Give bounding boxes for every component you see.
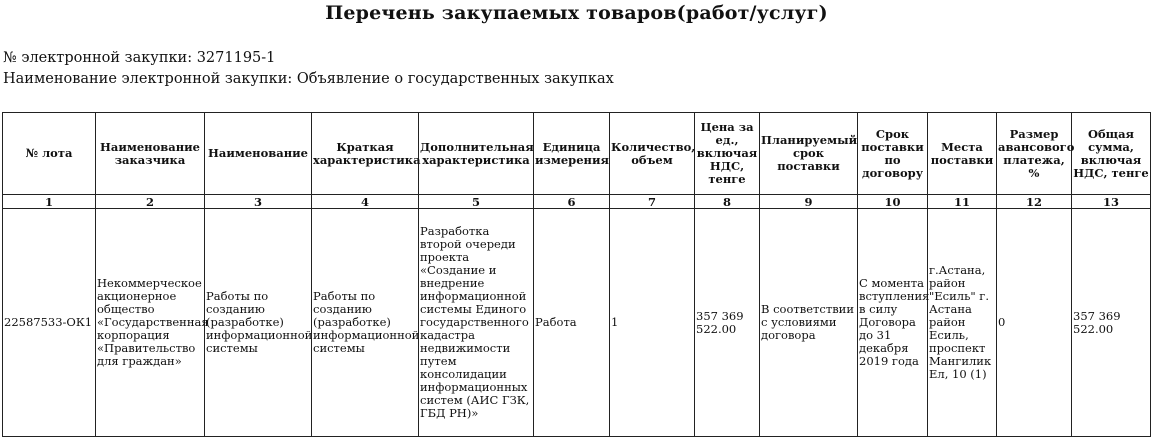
column-number: 1 <box>3 195 96 209</box>
header-lot-number: № лота <box>3 113 96 195</box>
cell-quantity: 1 <box>610 209 695 437</box>
column-number: 9 <box>760 195 858 209</box>
column-number: 8 <box>695 195 760 209</box>
purchase-name: Наименование электронной закупки: Объявление о государственных закупках <box>3 71 614 87</box>
column-number: 7 <box>610 195 695 209</box>
header-delivery-place: Места поставки <box>928 113 997 195</box>
column-number: 12 <box>997 195 1072 209</box>
cell-name: Работы по созданию (разработке) информационной системы <box>205 209 312 437</box>
document-title: Перечень закупаемых товаров(работ/услуг) <box>325 2 828 24</box>
column-number: 3 <box>205 195 312 209</box>
cell-customer: Некоммерческое акционерное общество «Государственная корпорация «Правительство для граждан» <box>96 209 205 437</box>
cell-total-amount: 357 369 522.00 <box>1072 209 1151 437</box>
table-row <box>3 209 1151 437</box>
header-additional-description: Дополнительная характеристика <box>419 113 534 195</box>
lots-table <box>2 112 1151 437</box>
cell-planned-delivery: В соответствии с условиями договора <box>760 209 858 437</box>
header-quantity: Количество, объем <box>610 113 695 195</box>
column-number: 11 <box>928 195 997 209</box>
cell-unit: Работа <box>534 209 610 437</box>
header-contract-delivery: Срок поставки по договору <box>858 113 928 195</box>
cell-additional-description: Разработка второй очереди проекта «Создание и внедрение информационной системы Единого государственного кадастра недвижимости путем консолидации информационных систем (АИС ГЗК, ГБД РН)» <box>419 209 534 437</box>
purchase-number: № электронной закупки: 3271195-1 <box>3 50 276 66</box>
header-planned-delivery: Планируемый срок поставки <box>760 113 858 195</box>
header-unit-price: Цена за ед., включая НДС, тенге <box>695 113 760 195</box>
header-name: Наименование <box>205 113 312 195</box>
column-number: 13 <box>1072 195 1151 209</box>
column-number: 2 <box>96 195 205 209</box>
cell-contract-delivery: С момента вступления в силу Договора до 31 декабря 2019 года <box>858 209 928 437</box>
header-total-amount: Общая сумма, включая НДС, тенге <box>1072 113 1151 195</box>
header-customer: Наименование заказчика <box>96 113 205 195</box>
cell-delivery-place: г.Астана, район "Есиль" г. Астана район Есиль, проспект Мангилик Ел, 10 (1) <box>928 209 997 437</box>
column-number: 4 <box>312 195 419 209</box>
column-number: 6 <box>534 195 610 209</box>
header-unit: Единица измерения <box>534 113 610 195</box>
cell-short-description: Работы по созданию (разработке) информационной системы <box>312 209 419 437</box>
column-number: 10 <box>858 195 928 209</box>
cell-advance-payment: 0 <box>997 209 1072 437</box>
header-short-description: Краткая характеристика <box>312 113 419 195</box>
column-number: 5 <box>419 195 534 209</box>
cell-lot-number: 22587533-ОК1 <box>3 209 96 437</box>
cell-unit-price: 357 369 522.00 <box>695 209 760 437</box>
header-advance-payment: Размер авансового платежа, % <box>997 113 1072 195</box>
